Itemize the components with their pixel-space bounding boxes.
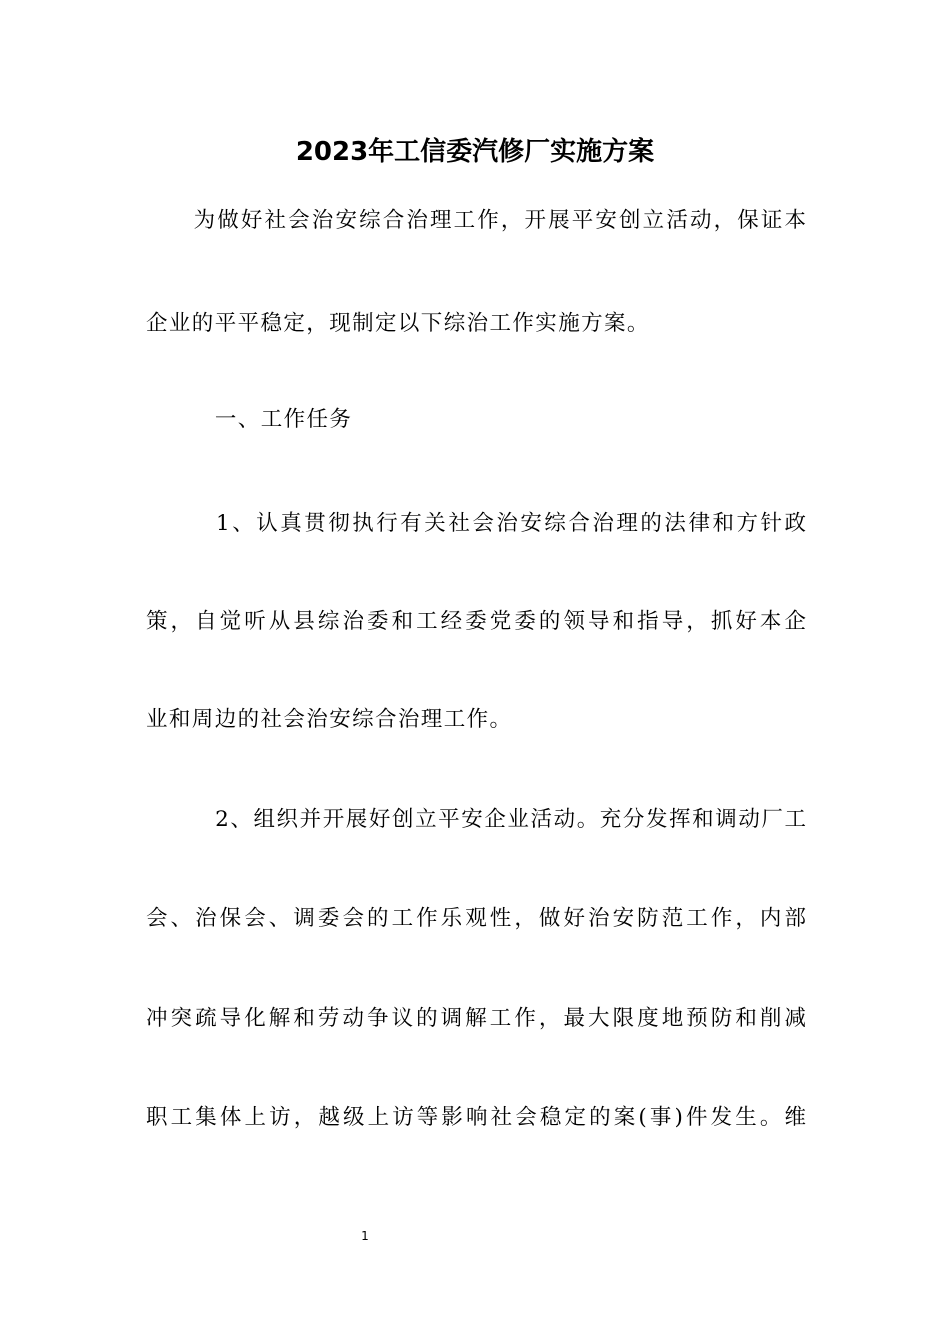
- section-heading: 一、工作任务: [192, 407, 353, 432]
- paragraph-line: 策，自觉听从县综治委和工经委党委的领导和指导，抓好本企: [146, 609, 806, 634]
- paragraph-line: 职工集体上访，越级上访等影响社会稳定的案(事)件发生。维: [146, 1105, 806, 1130]
- paragraph-line: 冲突疏导化解和劳动争议的调解工作，最大限度地预防和削减: [146, 1006, 806, 1031]
- page-number: 1: [361, 1229, 369, 1243]
- document-title: 2023年工信委汽修厂实施方案: [295, 137, 655, 167]
- paragraph-line: 2、组织并开展好创立平安企业活动。充分发挥和调动厂工: [192, 807, 806, 832]
- paragraph-line: 会、治保会、调委会的工作乐观性，做好治安防范工作，内部: [146, 906, 806, 931]
- paragraph-line: 业和周边的社会治安综合治理工作。: [146, 707, 513, 732]
- paragraph-line: 企业的平平稳定，现制定以下综治工作实施方案。: [146, 311, 650, 336]
- paragraph-line: 为做好社会治安综合治理工作，开展平安创立活动，保证本: [170, 208, 806, 233]
- paragraph-line: 1、认真贯彻执行有关社会治安综合治理的法律和方针政: [192, 511, 806, 536]
